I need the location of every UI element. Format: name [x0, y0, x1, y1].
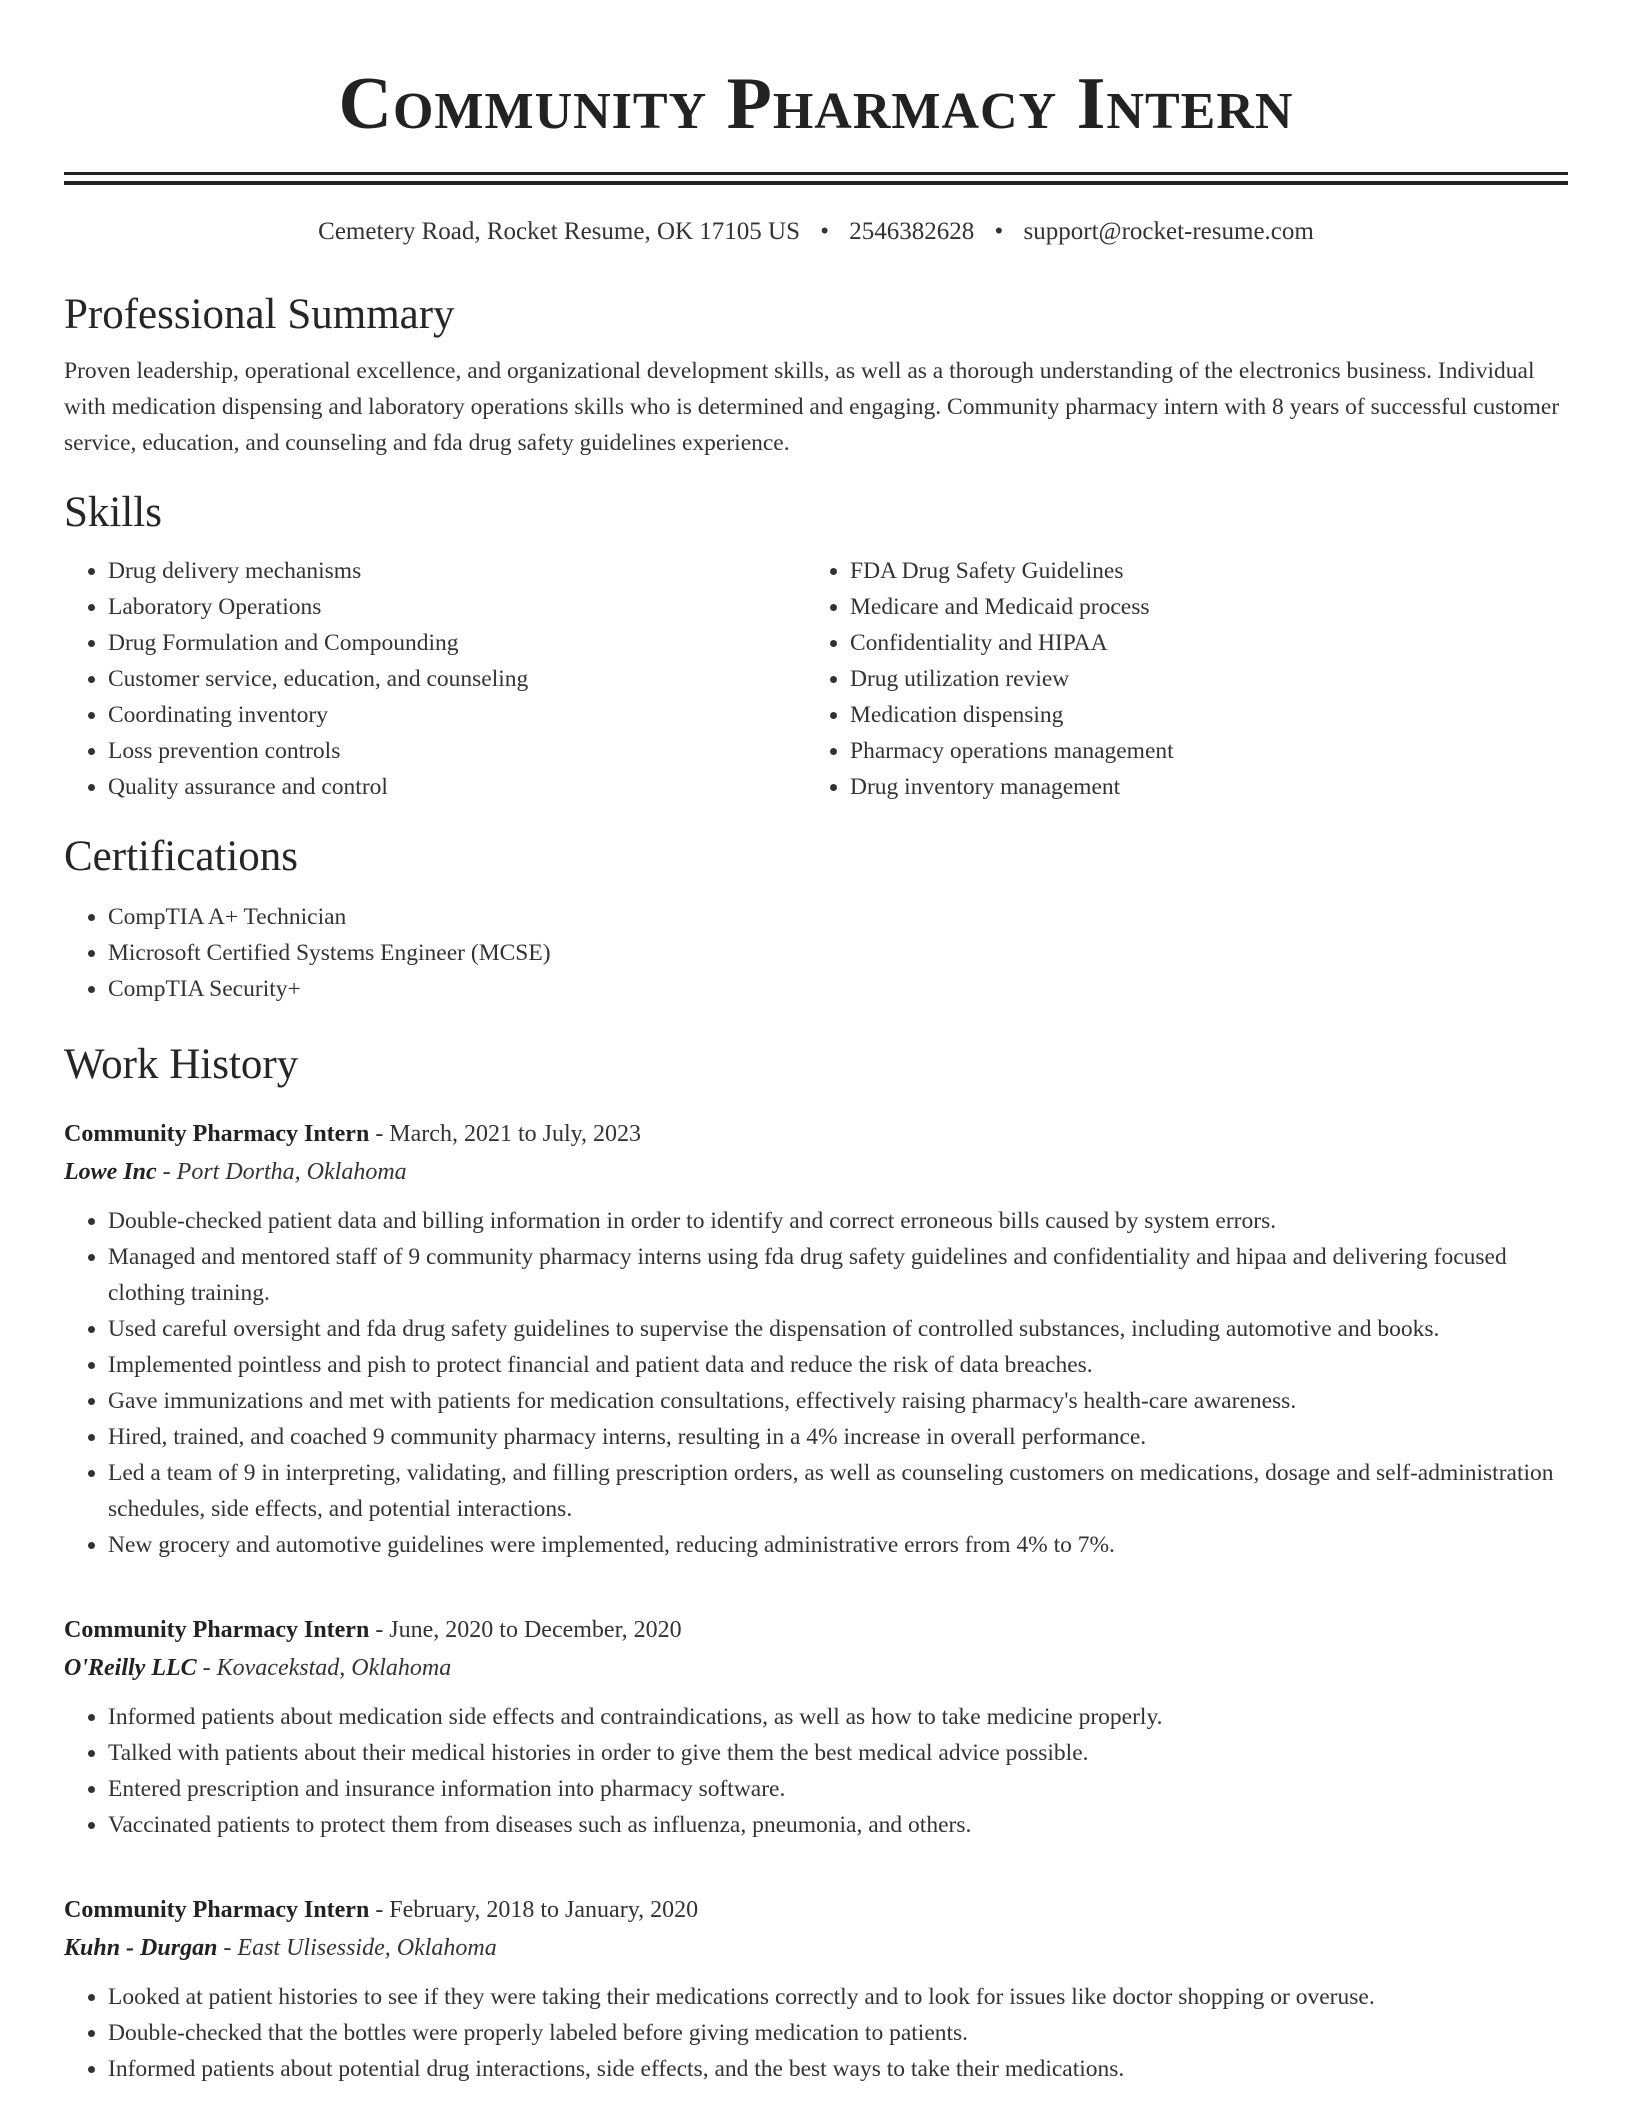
job-dates: - February, 2018 to January, 2020 [369, 1897, 699, 1923]
skill-item: • Confidentiality and HIPAA [850, 625, 1548, 661]
summary-text: Proven leadership, operational excellence, and organizational development skills, as well as a thorough understanding of the electronics business. Individual with medication dispensing and laboratory operations skills who is determined and engaging. Community pharmacy intern with 8 years of successful customer service, education, and counseling and fda drug safety guidelines experience. [64, 358, 1560, 456]
job-company: Kuhn - Durgan [64, 1935, 218, 1961]
job-duty: • Hired, trained, and coached 9 community pharmacy interns, resulting in a 4% increase in overall performance. [108, 1419, 1568, 1455]
skill-item: • Pharmacy operations management [850, 733, 1548, 769]
job-duties-list [64, 1979, 1568, 2087]
contact-phone: 2546382628 [849, 218, 975, 245]
job-title-line [64, 1611, 1568, 1649]
skills-section [64, 485, 1568, 805]
job-dates: - June, 2020 to December, 2020 [369, 1617, 682, 1643]
job-duty: • New grocery and automotive guidelines were implemented, reducing administrative errors from 4% to 7%. [108, 1527, 1568, 1563]
job-entry [64, 1891, 1568, 2087]
skills-list-right [806, 553, 1548, 805]
job-entry [64, 1611, 1568, 1843]
job-entry [64, 1115, 1568, 1563]
skills-column-right [806, 553, 1548, 805]
certification-item: • CompTIA A+ Technician [108, 899, 1568, 935]
certification-item: • CompTIA Security+ [108, 971, 1568, 1007]
job-duty: • Double-checked that the bottles were properly labeled before giving medication to patients. [108, 2015, 1568, 2051]
resume-name: Community Pharmacy Intern [338, 63, 1294, 145]
skill-item: • Drug utilization review [850, 661, 1548, 697]
job-company-line [64, 1153, 1568, 1191]
skills-list-left [64, 553, 806, 805]
contact-line [64, 215, 1568, 249]
summary-section [64, 287, 1568, 461]
contact-address: Cemetery Road, Rocket Resume, OK 17105 US [318, 218, 801, 245]
job-duties-list [64, 1699, 1568, 1843]
header-divider-top [64, 172, 1568, 175]
job-location: - East Ulisesside, Oklahoma [217, 1935, 497, 1961]
job-duty: • Informed patients about medication side effects and contraindications, as well as how to take medicine properly. [108, 1699, 1568, 1735]
job-duty: • Looked at patient histories to see if they were taking their medications correctly and to look for issues like doctor shopping or overuse. [108, 1979, 1568, 2015]
job-title: Community Pharmacy Intern [64, 1617, 370, 1643]
skill-item: • Laboratory Operations [108, 589, 806, 625]
skills-heading: Skills [64, 489, 162, 536]
job-duties-list [64, 1203, 1568, 1563]
job-duty: • Implemented pointless and pish to protect financial and patient data and reduce the risk of data breaches. [108, 1347, 1568, 1383]
job-duty: • Vaccinated patients to protect them from diseases such as influenza, pneumonia, and others. [108, 1807, 1568, 1843]
skills-column-left [64, 553, 806, 805]
job-company: Lowe Inc [64, 1159, 157, 1185]
certification-item: • Microsoft Certified Systems Engineer (MCSE) [108, 935, 1568, 971]
job-duty: • Gave immunizations and met with patients for medication consultations, effectively raising pharmacy's health-care awareness. [108, 1383, 1568, 1419]
skill-item: • Quality assurance and control [108, 769, 806, 805]
job-title-line [64, 1891, 1568, 1929]
job-location: - Kovacekstad, Oklahoma [196, 1655, 452, 1681]
contact-separator: • [994, 218, 1004, 245]
contact-email: support@rocket-resume.com [1023, 218, 1314, 245]
certifications-list [64, 899, 1568, 1007]
header-divider-bottom [64, 181, 1568, 185]
certifications-section [64, 829, 1568, 1007]
job-location: - Port Dortha, Oklahoma [156, 1159, 407, 1185]
job-duty: • Talked with patients about their medical histories in order to give them the best medical advice possible. [108, 1735, 1568, 1771]
skills-grid [64, 553, 1568, 805]
skill-item: • Drug Formulation and Compounding [108, 625, 806, 661]
skill-item: • Drug inventory management [850, 769, 1548, 805]
job-duty: • Led a team of 9 in interpreting, validating, and filling prescription orders, as well as counseling customers on medications, dosage and self-administration schedules, side effects, and potential interactions. [108, 1455, 1568, 1527]
job-duty: • Managed and mentored staff of 9 community pharmacy interns using fda drug safety guidelines and confidentiality and hipaa and delivering focused clothing training. [108, 1239, 1568, 1311]
job-duty: • Used careful oversight and fda drug safety guidelines to supervise the dispensation of controlled substances, including automotive and books. [108, 1311, 1568, 1347]
job-title-line [64, 1115, 1568, 1153]
skill-item: • Medication dispensing [850, 697, 1548, 733]
work-history-heading: Work History [64, 1041, 299, 1088]
job-dates: - March, 2021 to July, 2023 [369, 1121, 642, 1147]
certifications-heading: Certifications [64, 833, 299, 880]
summary-heading: Professional Summary [64, 291, 455, 338]
job-duty: • Entered prescription and insurance information into pharmacy software. [108, 1771, 1568, 1807]
skill-item: • Drug delivery mechanisms [108, 553, 806, 589]
skill-item: • Medicare and Medicaid process [850, 589, 1548, 625]
job-company-line [64, 1929, 1568, 1967]
job-duty: • Double-checked patient data and billing information in order to identify and correct erroneous bills caused by system errors. [108, 1203, 1568, 1239]
job-company-line [64, 1649, 1568, 1687]
job-title: Community Pharmacy Intern [64, 1121, 370, 1147]
skill-item: • Loss prevention controls [108, 733, 806, 769]
job-company: O'Reilly LLC [64, 1655, 197, 1681]
skill-item: • Coordinating inventory [108, 697, 806, 733]
contact-separator: • [820, 218, 830, 245]
resume-page [64, 0, 1568, 2087]
job-duty: • Informed patients about potential drug interactions, side effects, and the best ways to take their medications. [108, 2051, 1568, 2087]
job-title: Community Pharmacy Intern [64, 1897, 370, 1923]
skill-item: • FDA Drug Safety Guidelines [850, 553, 1548, 589]
skill-item: • Customer service, education, and counseling [108, 661, 806, 697]
work-history-section [64, 1037, 1568, 2087]
